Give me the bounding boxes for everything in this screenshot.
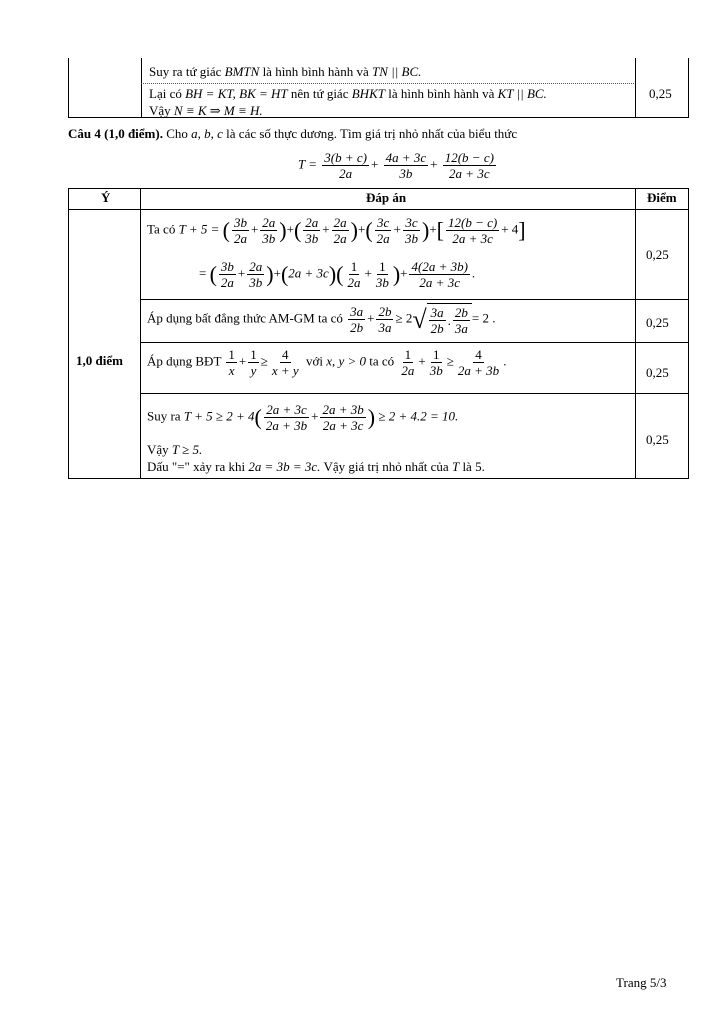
header-score: Điểm: [647, 190, 677, 205]
question-heading: Câu 4 (1,0 điểm). Cho a, b, c là các số thực dương. Tìm giá trị nhỏ nhất của biểu thức: [68, 126, 518, 141]
row4-line1: Suy ra T + 5 ≥ 2 + 4( $\frac{2a + 3c}{2a + 3b}$ + $\frac{2a + 3b}{2a + 3c}$ ) ≥ 2 + 4.2 = 10.: [147, 402, 459, 433]
row1-line2: = ( $\frac{3b}{2a}$ + $\frac{2a}{3b}$ )+(2a + 3c)( $\frac{1}{2a}$ + $\frac{1}{3b}$ )+ $\frac{4(2a + 3b)}{2a + 3c}$ .: [199, 259, 476, 290]
row1-score: 0,25: [646, 247, 669, 262]
row1-line1: Ta có T + 5 = ( $\frac{3b}{2a}$ + $\frac{2a}{3b}$ )+( $\frac{2a}{3b}$ + $\frac{2a}{2a}$ )+( $\frac{3c}{2a}$ + $\frac{3c}{3b}$ )+[ $\frac{12(b - c)}{2a + 3c}$ + 4]: [147, 215, 526, 246]
row4-line2: Vậy T ≥ 5.: [147, 442, 203, 457]
row3-content: Áp dụng BĐT $\frac{1}{x}$ + $\frac{1}{y}$ ≥ $\frac{4}{x + y}$ với x, y > 0 ta có $\frac{1}{2a}$ + $\frac{1}{3b}$ ≥ $\frac{4}{2a + 3b}$ .: [147, 347, 507, 378]
row4-line3: Dấu "=" xảy ra khi 2a = 3b = 3c. Vậy giá trị nhỏ nhất của T là 5.: [147, 459, 485, 474]
row2-content: Áp dụng bất đẳng thức AM-GM ta có $\frac{3a}{2b}$ + $\frac{2b}{3a}$ ≥ 2 √ 3a 2b . 2b 3a = 2 .: [147, 304, 496, 336]
left-score-label: 1,0 điểm: [76, 353, 123, 368]
header-y: Ý: [101, 190, 111, 205]
top-table: [68, 58, 689, 118]
row4-score: 0,25: [646, 432, 669, 447]
top-row-1: Suy ra tứ giác BMTN là hình bình hành và TN || BC.: [149, 64, 422, 79]
header-answer: Đáp án: [366, 190, 407, 205]
question-formula: T = $\frac{3(b + c)}{2a}$ + $\frac{4a + 3c}{3b}$ + $\frac{12(b - c)}{2a + 3c}$: [298, 150, 494, 181]
row2-score: 0,25: [646, 315, 669, 330]
top-row-2: Lại có BH = KT, BK = HT nên tứ giác BHKT là hình bình hành và KT || BC.: [149, 86, 547, 101]
answer-table: [68, 188, 689, 479]
top-row-3: Vậy N ≡ K ⇒ M ≡ H.: [149, 103, 263, 118]
top-score: 0,25: [649, 86, 672, 101]
row3-score: 0,25: [646, 365, 669, 380]
page-footer: Trang 5/3: [616, 975, 667, 990]
